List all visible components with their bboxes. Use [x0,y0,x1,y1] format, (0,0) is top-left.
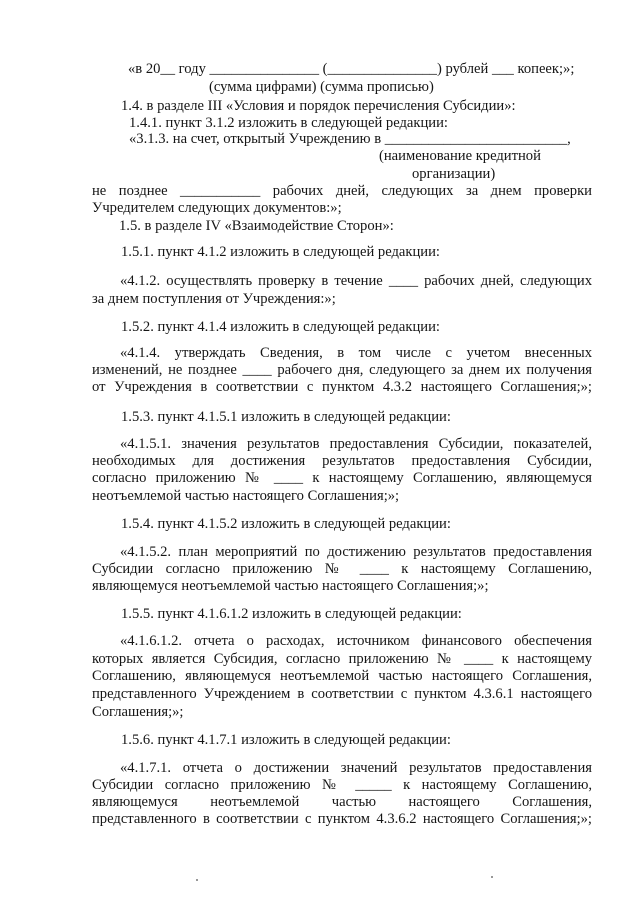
text-line: представленного Учреждением в соответствии с пунктом 4.3.6.1 настоящего [92,686,592,702]
text-line: за днем поступления от Учреждения:»; [92,291,336,307]
text-line: организации) [412,166,496,182]
text-line: «4.1.4. утверждать Сведения, в том числе с учетом внесенных [120,345,592,361]
text-line: 1.5.1. пункт 4.1.2 изложить в следующей редакции: [121,244,440,260]
text-line: «4.1.5.1. значения результатов предоставления Субсидии, показателей, [120,436,592,452]
text-line: «4.1.6.1.2. отчета о расходах, источником финансового обеспечения [120,633,592,649]
text-line: 1.5.5. пункт 4.1.6.1.2 изложить в следующей редакции: [121,606,462,622]
text-line: «4.1.7.1. отчета о достижении значений результатов предоставления [120,760,592,776]
scan-speck [491,876,493,878]
text-line: от Учреждения в соответствии с пунктом 4.3.2 настоящего Соглашения;»; [92,379,592,395]
text-line: «4.1.2. осуществлять проверку в течение ____ рабочих дней, следующих [120,273,592,289]
text-line: изменений, не позднее ____ рабочего дня, следующего за днем их получения [92,362,592,378]
text-line: 1.5.2. пункт 4.1.4 изложить в следующей редакции: [121,319,440,335]
text-line: «3.1.3. на счет, открытый Учреждению в _________________________, [129,131,571,147]
text-line: «в 20__ году _______________ (_______________) рублей ___ копеек;»; [128,61,575,77]
text-line: 1.5. в разделе IV «Взаимодействие Сторон»: [119,218,394,234]
text-line: представленного в соответствии с пунктом 4.3.6.2 настоящего Соглашения;»; [92,811,592,827]
text-line: неотъемлемой частью настоящего Соглашения;»; [92,488,400,504]
text-line: являющемуся неотъемлемой частью настоящего Соглашения;»; [92,578,489,594]
text-line: 1.5.6. пункт 4.1.7.1 изложить в следующей редакции: [121,732,451,748]
text-line: не позднее ___________ рабочих дней, следующих за днем проверки [92,183,592,199]
text-line: Учредителем следующих документов:»; [92,200,342,216]
scan-speck [196,879,198,881]
text-line: 1.5.4. пункт 4.1.5.2 изложить в следующей редакции: [121,516,451,532]
text-line: Соглашению, являющемуся неотъемлемой частью настоящего Соглашения, [92,668,592,684]
text-line: 1.5.3. пункт 4.1.5.1 изложить в следующей редакции: [121,409,451,425]
text-line: (наименование кредитной [379,148,541,164]
text-line: «4.1.5.2. план мероприятий по достижению результатов предоставления [120,544,592,560]
text-line: необходимых для достижения результатов предоставления Субсидии, [92,453,592,469]
text-line: согласно приложению № ____ к настоящему Соглашению, являющемуся [92,470,592,486]
text-line: 1.4. в разделе III «Условия и порядок перечисления Субсидии»: [121,98,516,114]
text-line: (сумма цифрами) (сумма прописью) [209,79,434,95]
text-line: Субсидии согласно приложению № _____ к настоящему Соглашению, [92,777,592,793]
text-line: являющемуся неотъемлемой частью настоящего Соглашения, [92,794,592,810]
text-line: которых является Субсидия, согласно приложению № ____ к настоящему [92,651,592,667]
text-line: Субсидии согласно приложению № ____ к настоящему Соглашению, [92,561,592,577]
text-line: Соглашения;»; [92,704,184,720]
text-line: 1.4.1. пункт 3.1.2 изложить в следующей редакции: [129,115,448,131]
